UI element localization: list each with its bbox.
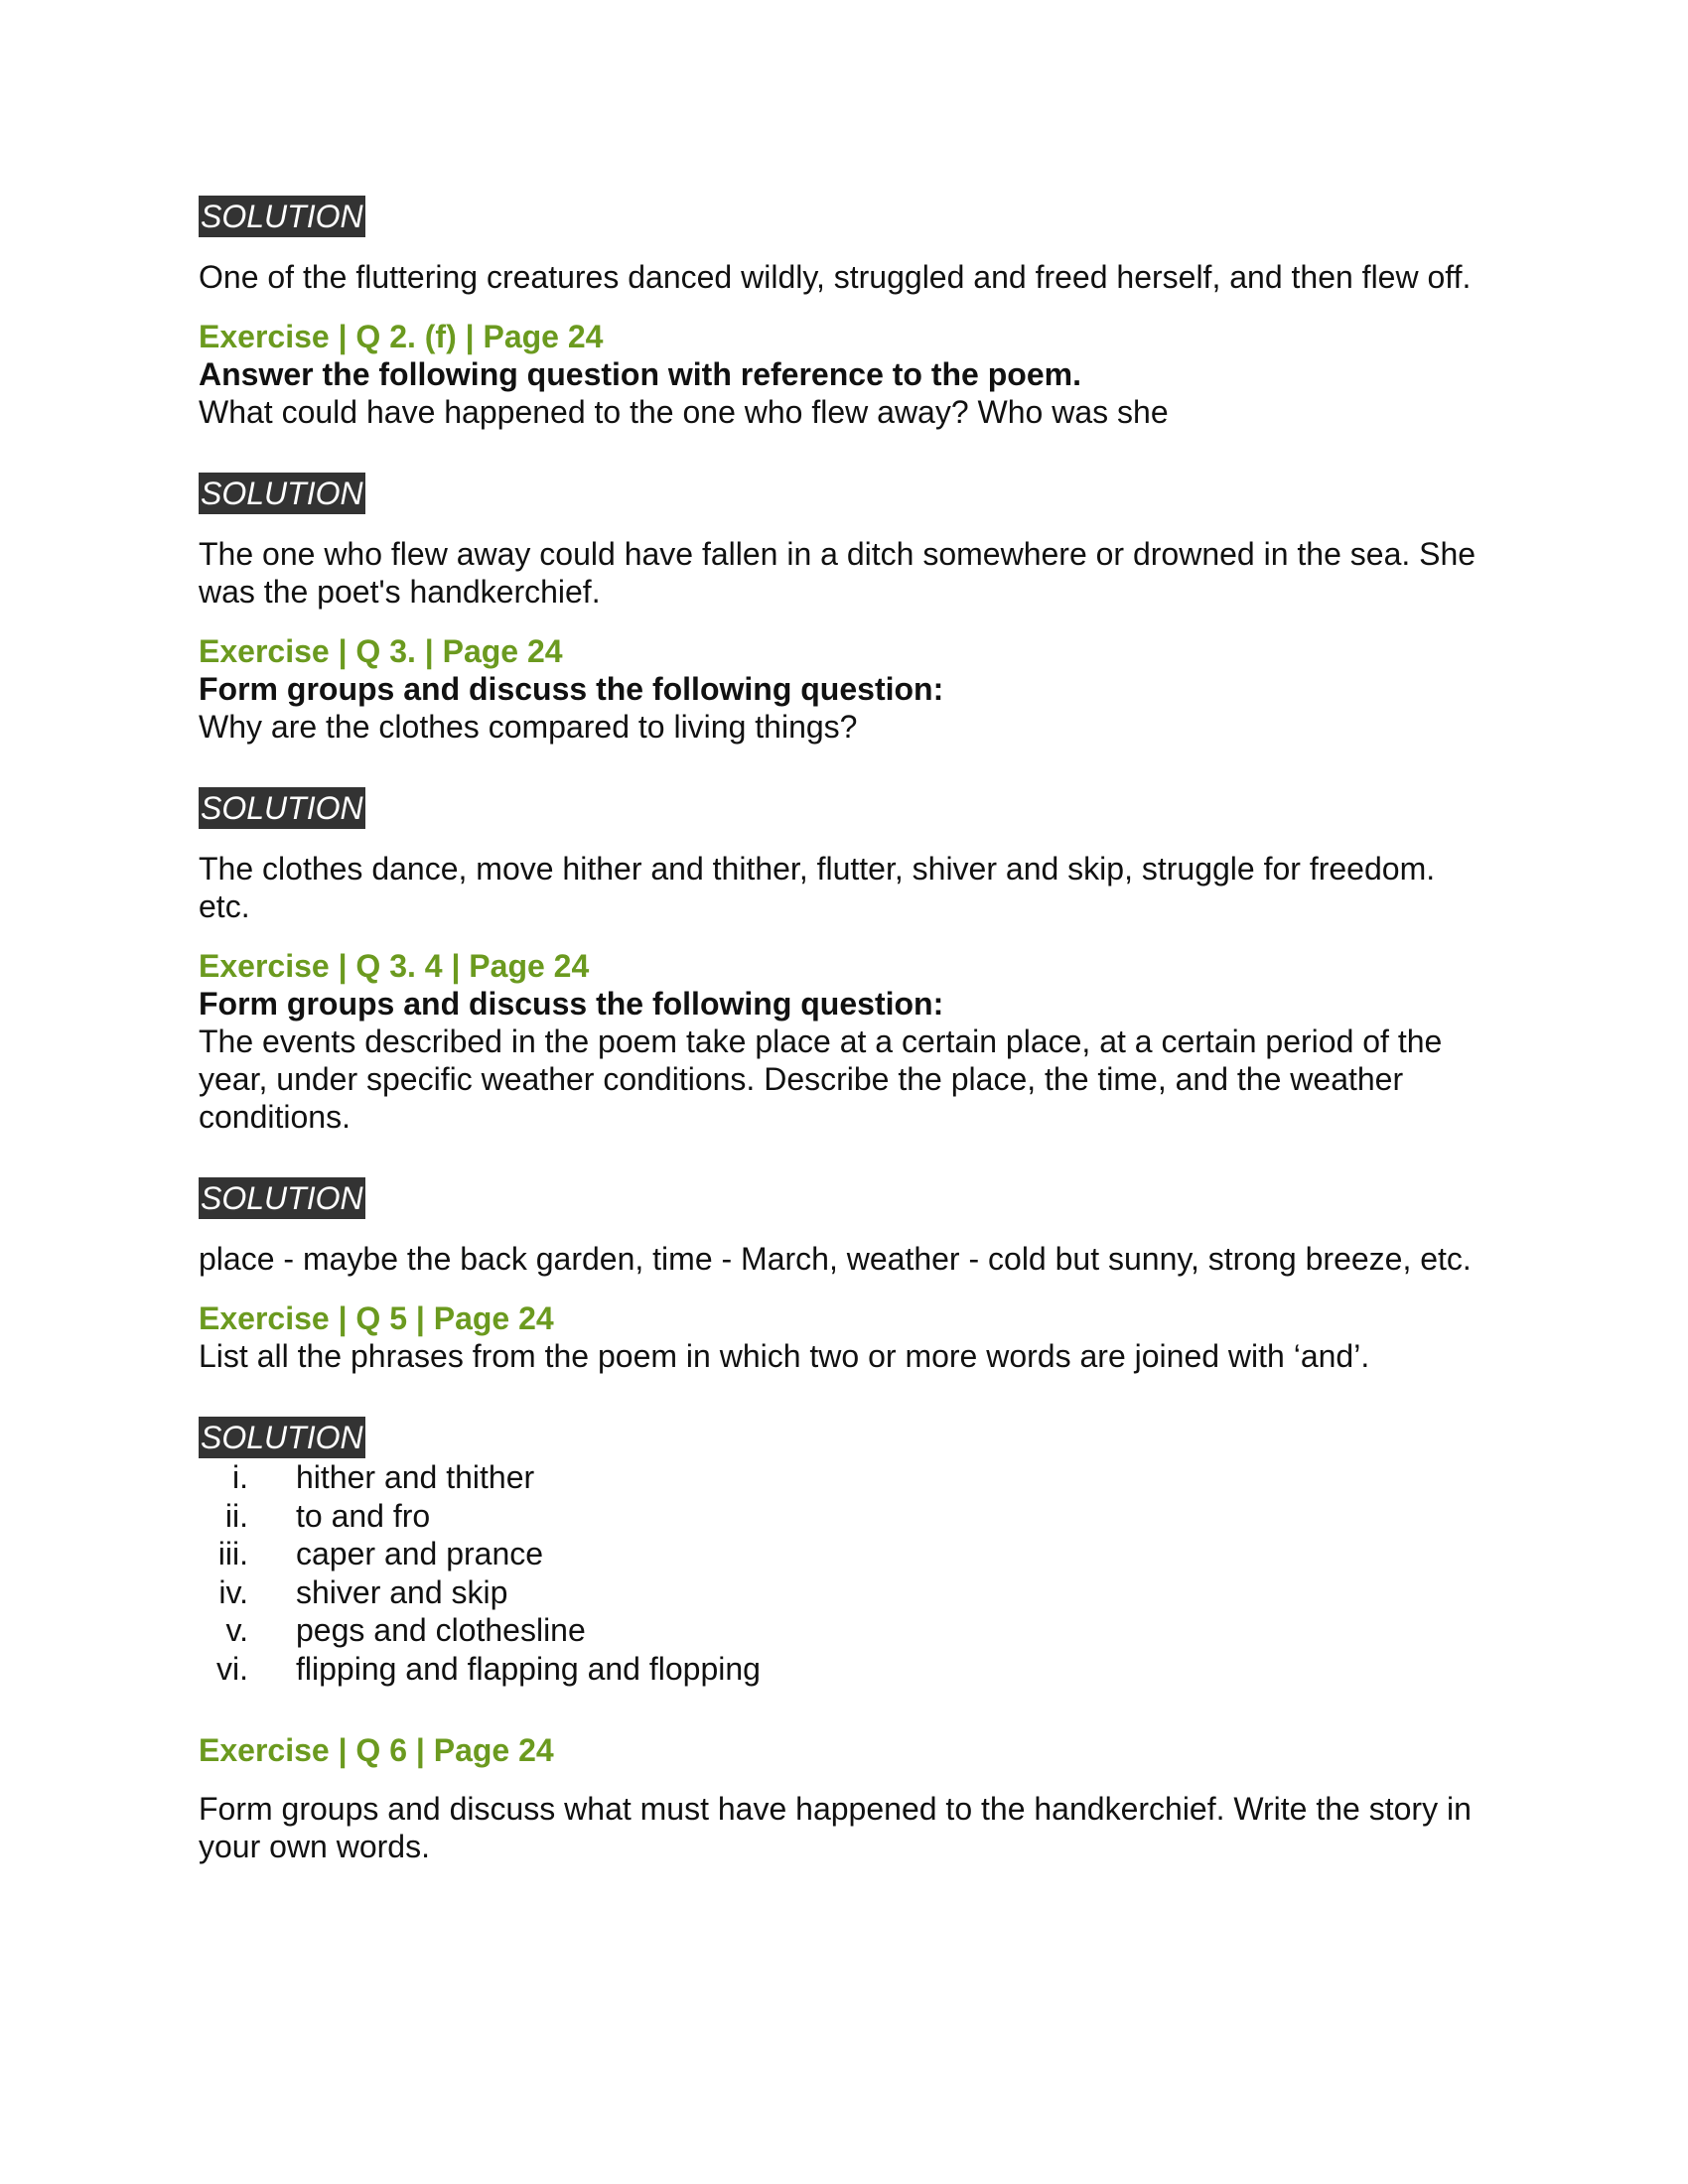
exercise-heading: Exercise | Q 6 | Page 24	[199, 1732, 554, 1768]
solution-label: SOLUTION	[199, 196, 365, 237]
solution-label: SOLUTION	[199, 787, 365, 829]
list-item-text: flipping and flapping and flopping	[296, 1650, 761, 1687]
exercise-block	[199, 1299, 1489, 1375]
solution-label: SOLUTION	[199, 1417, 365, 1458]
list-item-number: vi.	[216, 1650, 248, 1687]
exercise-block	[199, 1731, 1489, 1865]
exercise-question: The events described in the poem take place at a certain place, at a certain period of the year, under specific weather conditions. Describe the place, the time, and the weather conditions.	[199, 1024, 1443, 1135]
exercise-question: List all the phrases from the poem in which two or more words are joined with ‘and’.	[199, 1338, 1370, 1374]
exercise-heading: Exercise | Q 3. 4 | Page 24	[199, 948, 590, 984]
list-item-text: to and fro	[296, 1497, 431, 1534]
exercise-instruction: Form groups and discuss the following question:	[199, 986, 944, 1022]
list-item	[199, 1611, 1489, 1650]
list-item	[199, 1497, 1489, 1536]
solution-text: The one who flew away could have fallen in a ditch somewhere or drowned in the sea. She was the poet's handkerchief.	[199, 536, 1477, 610]
solution-block	[199, 473, 1489, 611]
list-item-text: caper and prance	[296, 1536, 544, 1571]
exercise-question: What could have happened to the one who flew away? Who was she	[199, 394, 1169, 430]
solution-text: One of the fluttering creatures danced wildly, struggled and freed herself, and then flew off.	[199, 259, 1472, 295]
exercise-question: Form groups and discuss what must have happened to the handkerchief. Write the story in your own words.	[199, 1791, 1472, 1864]
list-item	[199, 1650, 1489, 1689]
list-item-text: shiver and skip	[296, 1573, 508, 1610]
solution-block	[199, 1177, 1489, 1278]
exercise-heading: Exercise | Q 2. (f) | Page 24	[199, 319, 604, 354]
list-item	[199, 1458, 1489, 1497]
list-item-number: i.	[232, 1459, 248, 1495]
solution-block	[199, 787, 1489, 925]
exercise-instruction: Form groups and discuss the following question:	[199, 671, 944, 707]
solution-block	[199, 1417, 1489, 1688]
exercise-block	[199, 947, 1489, 1136]
list-item	[199, 1573, 1489, 1612]
list-item	[199, 1535, 1489, 1573]
exercise-block	[199, 318, 1489, 431]
solution-label: SOLUTION	[199, 473, 365, 514]
list-item-number: ii.	[224, 1497, 248, 1534]
solution-text: place - maybe the back garden, time - March, weather - cold but sunny, strong breeze, etc.	[199, 1241, 1472, 1277]
list-item-text: pegs and clothesline	[296, 1612, 586, 1648]
list-item-number: iv.	[218, 1573, 248, 1610]
list-item-number: iii.	[217, 1536, 248, 1571]
exercise-question: Why are the clothes compared to living things?	[199, 709, 858, 745]
solution-label: SOLUTION	[199, 1177, 365, 1219]
document-page	[199, 196, 1489, 1865]
exercise-heading: Exercise | Q 3. | Page 24	[199, 633, 563, 669]
solution-list	[199, 1458, 1489, 1688]
solution-block	[199, 196, 1489, 296]
exercise-instruction: Answer the following question with reference to the poem.	[199, 356, 1081, 392]
list-item-number: v.	[225, 1612, 248, 1648]
solution-text: The clothes dance, move hither and thither, flutter, shiver and skip, struggle for freedom. etc.	[199, 851, 1436, 924]
exercise-block	[199, 632, 1489, 746]
exercise-heading: Exercise | Q 5 | Page 24	[199, 1300, 554, 1336]
list-item-text: hither and thither	[296, 1459, 535, 1495]
